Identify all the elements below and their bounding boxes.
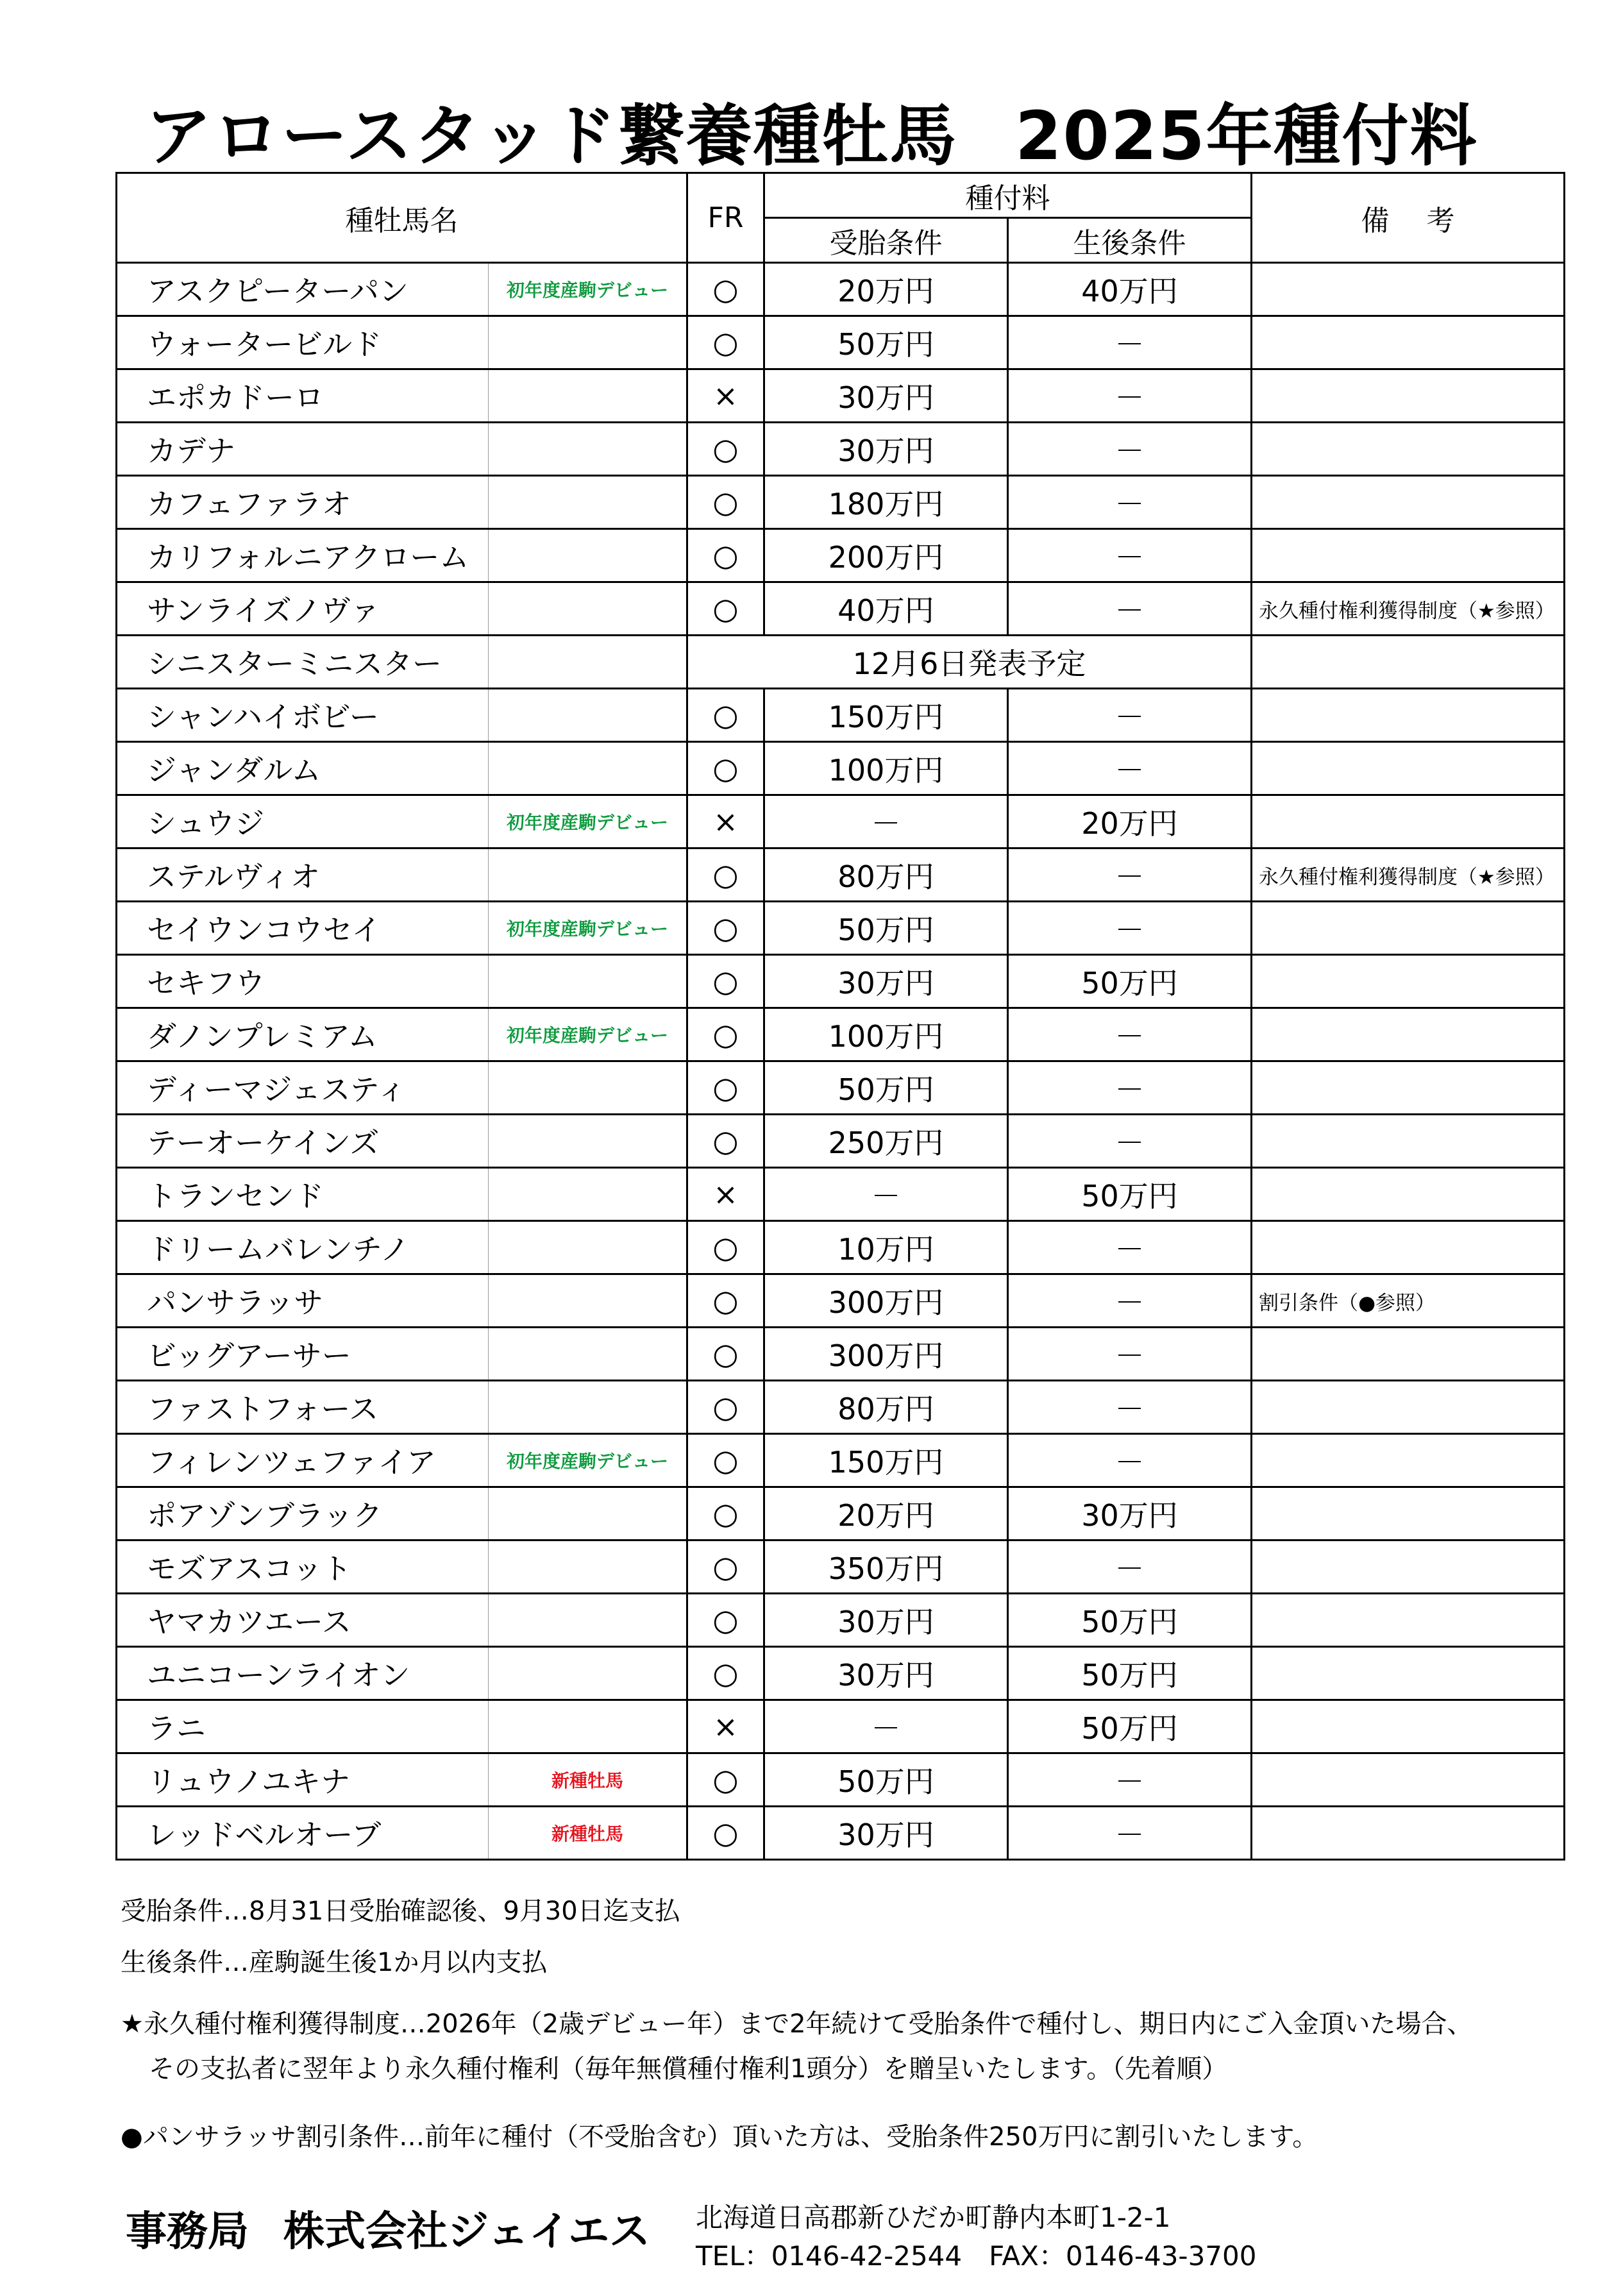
birth-fee: 50万円 [1008, 955, 1252, 1008]
remarks-cell [1252, 1594, 1565, 1647]
stallion-name: カデナ [117, 423, 489, 476]
table-row [117, 1274, 1565, 1328]
remarks-cell [1252, 1008, 1565, 1061]
table-row [117, 1541, 1565, 1594]
company-name: 株式会社ジェイエス [283, 2208, 651, 2256]
office-contact [696, 2199, 1256, 2275]
birth-fee: 50万円 [1008, 1647, 1252, 1700]
fr-mark: ○ [687, 848, 764, 902]
note-pregnancy-condition: 受胎条件…8月31日受胎確認後、9月30日迄支払 [121, 1896, 680, 1926]
remarks-cell [1252, 795, 1565, 848]
fr-mark: ○ [687, 1487, 764, 1541]
fr-mark: ○ [687, 1061, 764, 1115]
remarks-cell: 永久種付権利獲得制度（★参照） [1252, 848, 1565, 902]
stallion-name: ヤマカツエース [117, 1594, 489, 1647]
stallion-badge [489, 1061, 687, 1115]
pregnancy-fee: 20万円 [764, 263, 1008, 316]
birth-fee: － [1008, 1807, 1252, 1860]
pregnancy-fee: 30万円 [764, 1647, 1008, 1700]
fr-mark: × [687, 1168, 764, 1221]
stallion-badge [489, 1541, 687, 1594]
table-row [117, 263, 1565, 316]
table-row [117, 848, 1565, 902]
birth-fee: － [1008, 742, 1252, 795]
table-row [117, 1647, 1565, 1700]
birth-fee: 40万円 [1008, 263, 1252, 316]
table-row [117, 1807, 1565, 1860]
birth-fee: － [1008, 1008, 1252, 1061]
remarks-cell [1252, 1434, 1565, 1487]
fr-mark: ○ [687, 1434, 764, 1487]
pregnancy-fee: 30万円 [764, 1594, 1008, 1647]
office-label [126, 2199, 650, 2258]
stallion-badge: 初年度産駒デビュー [489, 902, 687, 955]
table-row [117, 1487, 1565, 1541]
header-remarks: 備 考 [1252, 173, 1565, 263]
stallion-name: ディーマジェスティ [117, 1061, 489, 1115]
table-row [117, 1753, 1565, 1807]
office-title: 事務局 [126, 2208, 249, 2256]
birth-fee: － [1008, 1115, 1252, 1168]
stallion-badge [489, 848, 687, 902]
table-row [117, 316, 1565, 369]
birth-fee: 20万円 [1008, 795, 1252, 848]
remarks-cell [1252, 742, 1565, 795]
stallion-badge [489, 1647, 687, 1700]
stallion-badge [489, 1168, 687, 1221]
title-year: 2025年種付料 [1015, 97, 1478, 175]
remarks-cell [1252, 955, 1565, 1008]
pregnancy-fee: － [764, 1700, 1008, 1753]
pregnancy-fee: 10万円 [764, 1221, 1008, 1274]
table-row [117, 1221, 1565, 1274]
header-stallion-name: 種牡馬名 [117, 173, 687, 263]
pregnancy-fee: 50万円 [764, 1753, 1008, 1807]
remarks-cell [1252, 1753, 1565, 1807]
table-row [117, 902, 1565, 955]
pregnancy-fee: 30万円 [764, 423, 1008, 476]
remarks-cell [1252, 1807, 1565, 1860]
remarks-cell [1252, 1541, 1565, 1594]
pregnancy-fee: 100万円 [764, 742, 1008, 795]
birth-fee: － [1008, 1434, 1252, 1487]
remarks-cell [1252, 1168, 1565, 1221]
remarks-cell [1252, 689, 1565, 742]
fee-announcement: 12月6日発表予定 [687, 636, 1252, 689]
stallion-badge [489, 955, 687, 1008]
remarks-cell [1252, 1328, 1565, 1381]
table-row [117, 1115, 1565, 1168]
stallion-badge [489, 582, 687, 636]
fr-mark: × [687, 795, 764, 848]
stallion-name: リュウノユキナ [117, 1753, 489, 1807]
birth-fee: － [1008, 582, 1252, 636]
birth-fee: － [1008, 529, 1252, 582]
birth-fee: － [1008, 476, 1252, 529]
fr-mark: ○ [687, 1381, 764, 1434]
fr-mark: ○ [687, 423, 764, 476]
office-address: 北海道日高郡新ひだか町静内本町1-2-1 [696, 2202, 1171, 2233]
table-body [117, 263, 1565, 1860]
stallion-badge: 新種牡馬 [489, 1807, 687, 1860]
table-row [117, 1434, 1565, 1487]
fr-mark: ○ [687, 1115, 764, 1168]
fr-mark: ○ [687, 1541, 764, 1594]
table-row [117, 1594, 1565, 1647]
stallion-name: シュウジ [117, 795, 489, 848]
pregnancy-fee: 40万円 [764, 582, 1008, 636]
pregnancy-fee: 30万円 [764, 369, 1008, 423]
fr-mark: ○ [687, 1274, 764, 1328]
birth-fee: － [1008, 848, 1252, 902]
birth-fee: 50万円 [1008, 1594, 1252, 1647]
remarks-cell [1252, 369, 1565, 423]
table-row [117, 1008, 1565, 1061]
pregnancy-fee: 20万円 [764, 1487, 1008, 1541]
fr-mark: ○ [687, 1753, 764, 1807]
remarks-cell [1252, 423, 1565, 476]
birth-fee: － [1008, 369, 1252, 423]
fr-mark: ○ [687, 902, 764, 955]
pregnancy-fee: 50万円 [764, 902, 1008, 955]
stallion-badge: 初年度産駒デビュー [489, 263, 687, 316]
remarks-cell [1252, 902, 1565, 955]
stallion-name: フィレンツェファイア [117, 1434, 489, 1487]
stallion-name: ポアゾンブラック [117, 1487, 489, 1541]
stallion-badge: 初年度産駒デビュー [489, 1434, 687, 1487]
stallion-name: レッドベルオーブ [117, 1807, 489, 1860]
stallion-badge [489, 369, 687, 423]
pregnancy-fee: 200万円 [764, 529, 1008, 582]
stallion-badge [489, 689, 687, 742]
birth-fee: － [1008, 1541, 1252, 1594]
fr-mark: ○ [687, 476, 764, 529]
birth-fee: － [1008, 1753, 1252, 1807]
header-pregnancy-condition: 受胎条件 [764, 218, 1008, 263]
header-fr: FR [687, 173, 764, 263]
stallion-badge: 初年度産駒デビュー [489, 1008, 687, 1061]
remarks-cell: 割引条件（●参照） [1252, 1274, 1565, 1328]
pregnancy-fee: － [764, 795, 1008, 848]
office-tel-fax: TEL：0146-42-2544 FAX：0146-43-3700 [696, 2240, 1257, 2272]
table-row [117, 742, 1565, 795]
stallion-name: カリフォルニアクローム [117, 529, 489, 582]
fr-mark: ○ [687, 316, 764, 369]
stallion-badge [489, 1700, 687, 1753]
stallion-badge [489, 636, 687, 689]
stallion-badge [489, 1328, 687, 1381]
fr-mark: ○ [687, 1594, 764, 1647]
fr-mark: ○ [687, 689, 764, 742]
stallion-badge: 初年度産駒デビュー [489, 795, 687, 848]
fr-mark: ○ [687, 582, 764, 636]
birth-fee: 30万円 [1008, 1487, 1252, 1541]
birth-fee: － [1008, 1274, 1252, 1328]
note-permanent-rights-1: ★永久種付権利獲得制度…2026年（2歳デビュー年）まで2年続けて受胎条件で種付し、期日内にご入金頂いた場合、 [121, 2009, 1473, 2039]
remarks-cell [1252, 476, 1565, 529]
stallion-name: サンライズノヴァ [117, 582, 489, 636]
remarks-cell [1252, 263, 1565, 316]
stallion-name: ファストフォース [117, 1381, 489, 1434]
remarks-cell [1252, 1647, 1565, 1700]
page-title [0, 82, 1623, 178]
pregnancy-fee: 300万円 [764, 1328, 1008, 1381]
title-main: アロースタッド繋養種牡馬 [145, 97, 958, 175]
stallion-badge [489, 1115, 687, 1168]
stallion-name: ラニ [117, 1700, 489, 1753]
birth-fee: － [1008, 1061, 1252, 1115]
table-row [117, 1061, 1565, 1115]
stallion-name: シニスターミニスター [117, 636, 489, 689]
pregnancy-fee: 100万円 [764, 1008, 1008, 1061]
stallion-badge [489, 742, 687, 795]
birth-fee: 50万円 [1008, 1168, 1252, 1221]
fr-mark: ○ [687, 1807, 764, 1860]
table-row [117, 795, 1565, 848]
stallion-name: カフェファラオ [117, 476, 489, 529]
pregnancy-fee: － [764, 1168, 1008, 1221]
remarks-cell [1252, 1381, 1565, 1434]
birth-fee: 50万円 [1008, 1700, 1252, 1753]
table-row [117, 1328, 1565, 1381]
fr-mark: ○ [687, 742, 764, 795]
pregnancy-fee: 80万円 [764, 848, 1008, 902]
stallion-badge [489, 1487, 687, 1541]
pregnancy-fee: 150万円 [764, 1434, 1008, 1487]
stallion-badge [489, 423, 687, 476]
header-birth-condition: 生後条件 [1008, 218, 1252, 263]
stallion-badge [489, 529, 687, 582]
birth-fee: － [1008, 423, 1252, 476]
stallion-badge [489, 1221, 687, 1274]
pregnancy-fee: 50万円 [764, 1061, 1008, 1115]
note-discount-condition: ●パンサラッサ割引条件…前年に種付（不受胎含む）頂いた方は、受胎条件250万円に割引いたします。 [121, 2122, 1318, 2152]
remarks-cell [1252, 1061, 1565, 1115]
table-row [117, 689, 1565, 742]
birth-fee: － [1008, 1221, 1252, 1274]
stallion-name: アスクピーターパン [117, 263, 489, 316]
stallion-name: ウォータービルド [117, 316, 489, 369]
pregnancy-fee: 300万円 [764, 1274, 1008, 1328]
stallion-name: セイウンコウセイ [117, 902, 489, 955]
stallion-name: ステルヴィオ [117, 848, 489, 902]
stallion-name: テーオーケインズ [117, 1115, 489, 1168]
stallion-name: ビッグアーサー [117, 1328, 489, 1381]
table-row [117, 636, 1565, 689]
stallion-name: ジャンダルム [117, 742, 489, 795]
table-row [117, 423, 1565, 476]
remarks-cell [1252, 1115, 1565, 1168]
remarks-cell [1252, 316, 1565, 369]
fr-mark: ○ [687, 1647, 764, 1700]
stallion-name: ユニコーンライオン [117, 1647, 489, 1700]
fr-mark: ○ [687, 529, 764, 582]
stallion-name: トランセンド [117, 1168, 489, 1221]
remarks-cell [1252, 636, 1565, 689]
table-row [117, 369, 1565, 423]
stallion-badge [489, 476, 687, 529]
birth-fee: － [1008, 1381, 1252, 1434]
table-row [117, 476, 1565, 529]
fr-mark: × [687, 1700, 764, 1753]
fr-mark: ○ [687, 1008, 764, 1061]
remarks-cell [1252, 1487, 1565, 1541]
birth-fee: － [1008, 902, 1252, 955]
stallion-name: エポカドーロ [117, 369, 489, 423]
pregnancy-fee: 180万円 [764, 476, 1008, 529]
pregnancy-fee: 50万円 [764, 316, 1008, 369]
stallion-name: セキフウ [117, 955, 489, 1008]
remarks-cell [1252, 1221, 1565, 1274]
birth-fee: － [1008, 689, 1252, 742]
pregnancy-fee: 80万円 [764, 1381, 1008, 1434]
table-row [117, 1381, 1565, 1434]
pregnancy-fee: 250万円 [764, 1115, 1008, 1168]
pregnancy-fee: 30万円 [764, 955, 1008, 1008]
stallion-name: シャンハイボビー [117, 689, 489, 742]
stallion-badge [489, 1594, 687, 1647]
fr-mark: ○ [687, 1328, 764, 1381]
note-birth-condition: 生後条件…産駒誕生後1か月以内支払 [121, 1948, 548, 1977]
stallion-name: ダノンプレミアム [117, 1008, 489, 1061]
stallion-name: ドリームバレンチノ [117, 1221, 489, 1274]
pregnancy-fee: 350万円 [764, 1541, 1008, 1594]
table-row [117, 582, 1565, 636]
stallion-name: パンサラッサ [117, 1274, 489, 1328]
fr-mark: ○ [687, 955, 764, 1008]
stallion-badge: 新種牡馬 [489, 1753, 687, 1807]
remarks-cell [1252, 1700, 1565, 1753]
table-header-row [117, 173, 1565, 218]
header-stud-fee: 種付料 [764, 173, 1252, 218]
table-row [117, 1168, 1565, 1221]
fr-mark: × [687, 369, 764, 423]
fr-mark: ○ [687, 263, 764, 316]
birth-fee: － [1008, 1328, 1252, 1381]
pregnancy-fee: 30万円 [764, 1807, 1008, 1860]
table-row [117, 955, 1565, 1008]
table-row [117, 529, 1565, 582]
note-permanent-rights-2: その支払者に翌年より永久種付権利（毎年無償種付権利1頭分）を贈呈いたします。（先着順） [149, 2054, 1228, 2084]
stallion-badge [489, 1381, 687, 1434]
table-row [117, 1700, 1565, 1753]
remarks-cell [1252, 529, 1565, 582]
stallion-name: モズアスコット [117, 1541, 489, 1594]
fr-mark: ○ [687, 1221, 764, 1274]
pregnancy-fee: 150万円 [764, 689, 1008, 742]
remarks-cell: 永久種付権利獲得制度（★参照） [1252, 582, 1565, 636]
stallion-badge [489, 316, 687, 369]
birth-fee: － [1008, 316, 1252, 369]
stallion-badge [489, 1274, 687, 1328]
stud-fee-table [115, 172, 1565, 1861]
